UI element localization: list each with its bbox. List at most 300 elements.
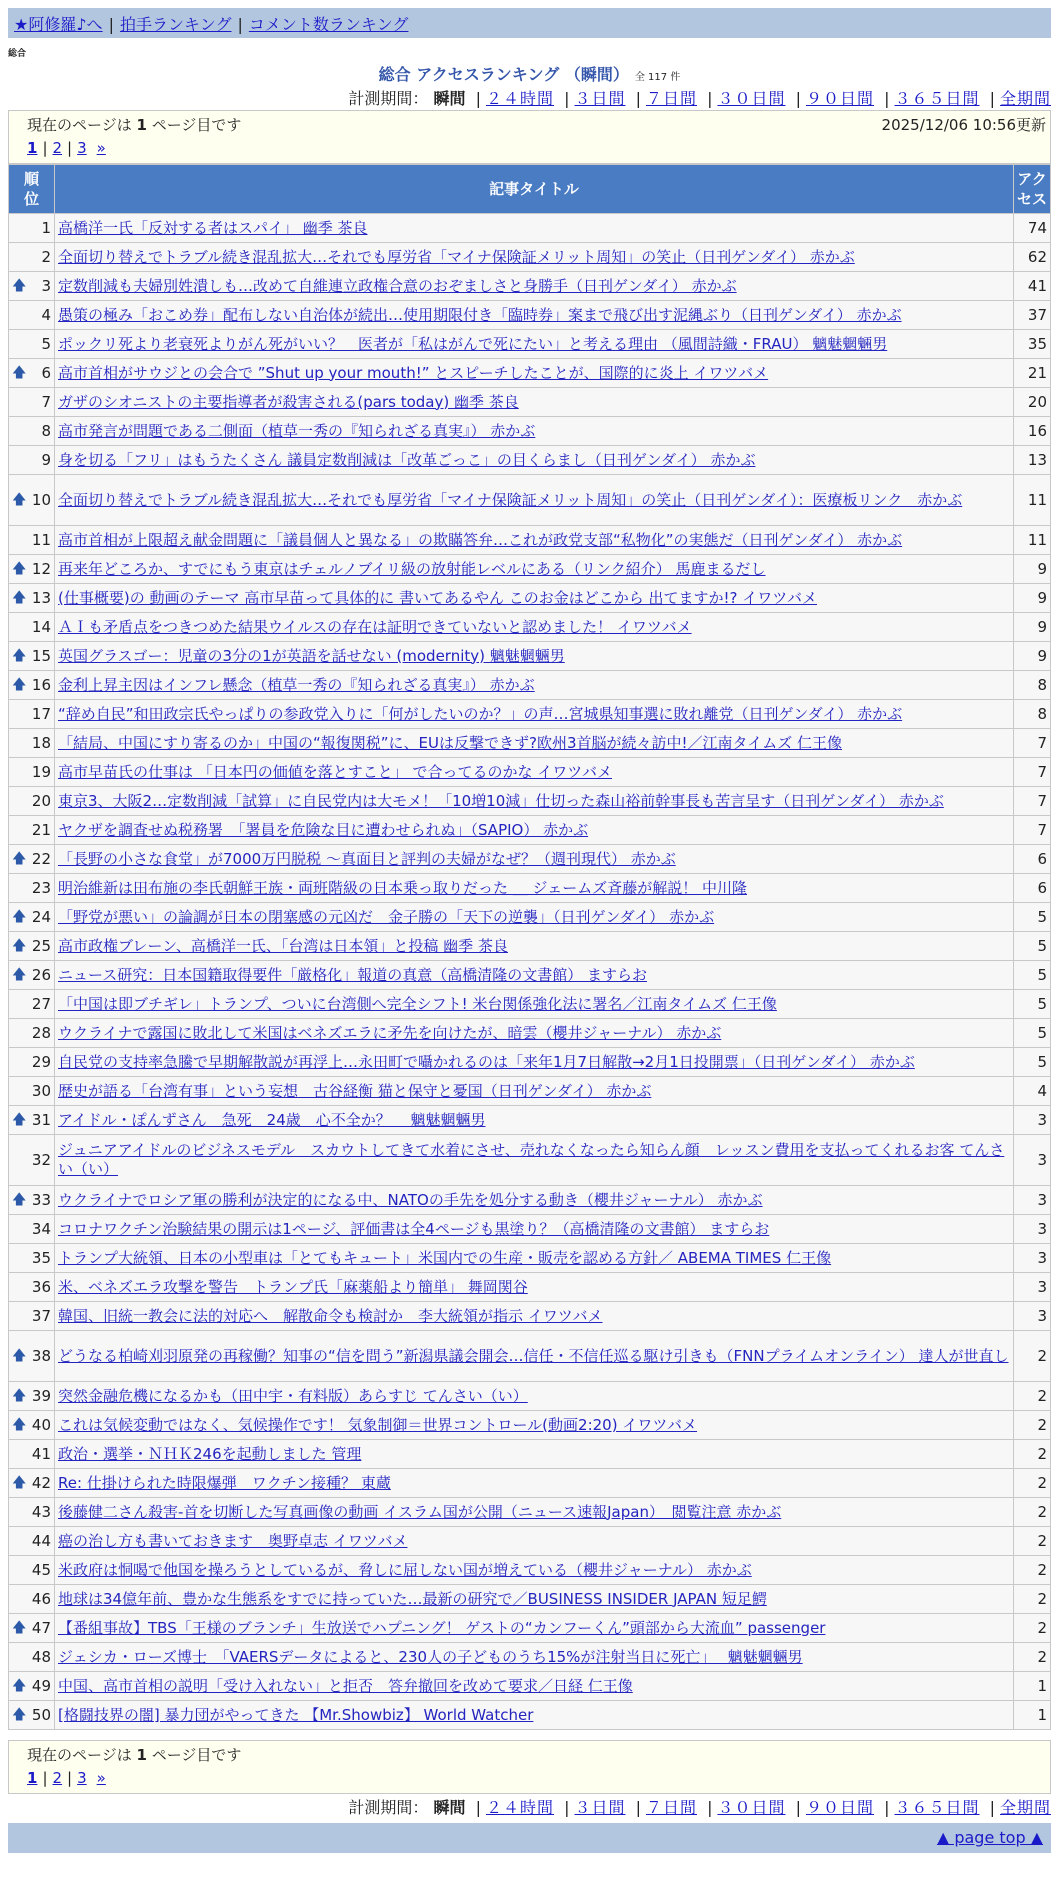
access-count: 6 [1014, 845, 1051, 874]
rank-number: 15 [31, 646, 51, 665]
period-90d[interactable]: ９０日間 [805, 1798, 874, 1817]
table-row [9, 758, 1051, 787]
title-cell [55, 1701, 1014, 1730]
article-link[interactable]: 突然金融危機になるかも（田中宇・有料版）あらすじ てんさい（い） [58, 1386, 528, 1405]
rank-number: 44 [31, 1531, 51, 1550]
article-link[interactable]: 東京3、大阪2…定数削減「試算」に自民党内は大モメ！「10増10減」仕切った森山裕前幹事長も苦言呈す（日刊ゲンダイ） 赤かぶ [58, 791, 944, 810]
article-link[interactable]: 愚策の極み「おこめ券」配布しない自治体が続出…使用期限付き「臨時券」案まで飛び出す泥縄ぶり（日刊ゲンダイ） 赤かぶ [58, 305, 902, 324]
title-cell [55, 1643, 1014, 1672]
article-link[interactable]: ポックリ死より老衰死よりがん死がいい？ 医者が「私はがんで死にたい」と考える理由 （風間詩織・FRAU） 魑魅魍魎男 [58, 334, 888, 353]
rank-number: 26 [31, 965, 51, 984]
article-link[interactable]: 「長野の小さな食堂」が7000万円脱税 ～真面目と評判の夫婦がなぜ？（週刊現代） 赤かぶ [58, 849, 676, 868]
title-cell [55, 1331, 1014, 1382]
access-count: 1 [1014, 1701, 1051, 1730]
table-row [9, 932, 1051, 961]
up-arrow-icon: 🡅 [12, 851, 27, 867]
table-row [9, 301, 1051, 330]
title-cell [55, 1585, 1014, 1614]
access-count: 5 [1014, 932, 1051, 961]
total-count: 全 117 件 [634, 72, 681, 83]
access-count: 5 [1014, 903, 1051, 932]
rank-cell [9, 388, 55, 417]
access-count: 37 [1014, 301, 1051, 330]
rank-number: 50 [31, 1705, 51, 1724]
access-count: 7 [1014, 816, 1051, 845]
rank-number: 38 [31, 1346, 51, 1365]
article-link[interactable]: ジェシカ・ローズ博士 「VAERSデータによると、230人の子どものうち15%が注射当日に死亡」 魑魅魍魎男 [58, 1647, 803, 1666]
rank-number: 22 [31, 849, 51, 868]
rank-number: 29 [31, 1052, 51, 1071]
rank-cell [9, 272, 55, 301]
period-24h[interactable]: ２４時間 [485, 1798, 554, 1817]
title-cell [55, 214, 1014, 243]
table-row [9, 613, 1051, 642]
page-top-link[interactable]: ▲ page top ▲ [936, 1828, 1043, 1847]
rank-cell [9, 1331, 55, 1382]
title-cell [55, 526, 1014, 555]
title-cell [55, 272, 1014, 301]
table-row [9, 729, 1051, 758]
article-link[interactable]: コロナワクチン治験結果の開示は1ページ、評価書は全4ページも黒塗り？（高橋清隆の文書館） ますらお [58, 1219, 770, 1238]
article-link[interactable]: ヤクザを調査せぬ税務署 「署員を危険な目に遭わせられぬ」（SAPIO） 赤かぶ [58, 820, 589, 839]
table-row [9, 1469, 1051, 1498]
access-count: 5 [1014, 961, 1051, 990]
title-cell [55, 1302, 1014, 1331]
rank-cell [9, 903, 55, 932]
table-row [9, 816, 1051, 845]
title-cell [55, 700, 1014, 729]
access-count: 8 [1014, 700, 1051, 729]
article-link[interactable]: どうなる柏崎刈羽原発の再稼働？知事の“信を問う”新潟県議会開会…信任・不信任巡る駆け引きも（FNNプライムオンライン） 達人が世直し [58, 1346, 1009, 1365]
article-link[interactable]: 高橋洋一氏「反対する者はスパイ」 幽季 茶良 [58, 218, 368, 237]
rank-number: 31 [31, 1110, 51, 1129]
access-count: 7 [1014, 758, 1051, 787]
page-link-next[interactable]: » [96, 1769, 106, 1787]
rank-cell [9, 301, 55, 330]
title-cell [55, 1019, 1014, 1048]
period-current: 瞬間 [433, 89, 466, 108]
rank-number: 13 [31, 588, 51, 607]
table-row [9, 700, 1051, 729]
page-status-bottom: 現在のページは 1 ページ目です [27, 1746, 242, 1764]
table-row [9, 388, 1051, 417]
rank-number: 14 [31, 617, 51, 636]
title-cell [55, 1672, 1014, 1701]
access-count: 5 [1014, 1019, 1051, 1048]
rank-cell [9, 330, 55, 359]
nav-link-ashura[interactable]: ★阿修羅♪へ [14, 15, 103, 34]
rank-number: 10 [31, 490, 51, 509]
rank-number: 30 [31, 1081, 51, 1100]
article-link[interactable]: 全面切り替えでトラブル続き混乱拡大…それでも厚労省「マイナ保険証メリット周知」の笑止（日刊ゲンダイ）：医療板リンク 赤かぶ [58, 490, 963, 509]
title-cell [55, 1498, 1014, 1527]
rank-number: 6 [41, 363, 51, 382]
article-link[interactable]: ニュース研究：日本国籍取得要件「厳格化」報道の真意（高橋清隆の文書館） ますらお [58, 965, 648, 984]
period-24h[interactable]: ２４時間 [485, 89, 554, 108]
access-count: 8 [1014, 671, 1051, 700]
article-link[interactable]: 政治・選挙・ＮＨＫ246を起動しました 管理 [58, 1444, 362, 1463]
up-arrow-icon: 🡅 [12, 1388, 27, 1404]
rank-number: 49 [31, 1676, 51, 1695]
title-cell [55, 1469, 1014, 1498]
table-row [9, 214, 1051, 243]
rank-number: 17 [31, 704, 51, 723]
bottom-bar [8, 1823, 1051, 1853]
nav-link-comment-ranking[interactable]: コメント数ランキング [248, 15, 409, 34]
table-row [9, 1527, 1051, 1556]
table-row [9, 1077, 1051, 1106]
rank-number: 4 [41, 305, 51, 324]
rank-cell [9, 1672, 55, 1701]
rank-cell [9, 845, 55, 874]
title-cell [55, 845, 1014, 874]
page-link-2[interactable]: 2 [52, 1769, 63, 1787]
rank-number: 43 [31, 1502, 51, 1521]
rank-cell [9, 787, 55, 816]
title-cell [55, 388, 1014, 417]
rank-cell [9, 214, 55, 243]
up-arrow-icon: 🡅 [12, 648, 27, 664]
rank-cell [9, 1048, 55, 1077]
rank-number: 32 [31, 1150, 51, 1169]
table-row [9, 446, 1051, 475]
table-row [9, 1498, 1051, 1527]
access-count: 9 [1014, 555, 1051, 584]
title-cell [55, 417, 1014, 446]
table-row [9, 1643, 1051, 1672]
article-link[interactable]: Re: 仕掛けられた時限爆弾 ワクチン接種？ 東蔵 [58, 1473, 391, 1492]
article-link[interactable]: ガザのシオニストの主要指導者が殺害される(pars today) 幽季 茶良 [58, 392, 519, 411]
rank-cell [9, 700, 55, 729]
top-nav-bar: ★阿修羅♪へ | 拍手ランキング | コメント数ランキング [8, 8, 1051, 38]
page-link-3[interactable]: 3 [77, 139, 87, 157]
rank-cell [9, 359, 55, 388]
up-arrow-icon: 🡅 [12, 677, 27, 693]
nav-link-clap-ranking[interactable]: 拍手ランキング [119, 15, 232, 34]
pagination-bottom [8, 1740, 1051, 1794]
table-row [9, 330, 1051, 359]
rank-cell [9, 1244, 55, 1273]
rank-cell [9, 1643, 55, 1672]
access-count: 3 [1014, 1302, 1051, 1331]
rank-number: 39 [31, 1386, 51, 1405]
title-cell [55, 555, 1014, 584]
rank-number: 46 [31, 1589, 51, 1608]
article-link[interactable]: 高市首相が上限超え献金問題に「議員個人と異なる」の欺瞞答弁…これが政党支部“私物化”の実態だ（日刊ゲンダイ） 赤かぶ [58, 530, 903, 549]
article-link[interactable]: 全面切り替えでトラブル続き混乱拡大…それでも厚労省「マイナ保険証メリット周知」の笑止（日刊ゲンダイ） 赤かぶ [58, 247, 855, 266]
rank-cell [9, 671, 55, 700]
table-row [9, 1186, 1051, 1215]
table-row [9, 1106, 1051, 1135]
access-count: 9 [1014, 642, 1051, 671]
title-cell [55, 243, 1014, 272]
up-arrow-icon: 🡅 [12, 1192, 27, 1208]
rank-cell [9, 642, 55, 671]
table-row [9, 990, 1051, 1019]
article-link[interactable]: 歴史が語る「台湾有事」という妄想 古谷経衡 猫と保守と憂国（日刊ゲンダイ） 赤かぶ [58, 1081, 652, 1100]
article-link[interactable]: ジュニアアイドルのビジネスモデル スカウトしてきて水着にさせ、売れなくなったら知らん顔 レッスン費用を支払ってくれるお客 てんさい（い） [58, 1141, 1005, 1178]
article-link[interactable]: ウクライナでロシア軍の勝利が決定的になる中、NATOの手先を処分する動き（櫻井ジャーナル） 赤かぶ [58, 1190, 763, 1209]
rank-number: 11 [31, 530, 51, 549]
title-cell [55, 613, 1014, 642]
pagination-top [8, 110, 1051, 164]
up-arrow-icon: 🡅 [12, 938, 27, 954]
rank-cell [9, 874, 55, 903]
article-link[interactable]: 高市発言が問題である二側面（植草一秀の『知られざる真実』） 赤かぶ [58, 421, 536, 440]
period-30d[interactable]: ３０日間 [717, 89, 786, 108]
rank-number: 41 [31, 1444, 51, 1463]
rank-number: 48 [31, 1647, 51, 1666]
page-link-1[interactable]: 1 [27, 139, 38, 157]
title-cell [55, 1440, 1014, 1469]
title-cell [55, 932, 1014, 961]
up-arrow-icon: 🡅 [12, 1112, 27, 1128]
access-count: 13 [1014, 446, 1051, 475]
rank-number: 42 [31, 1473, 51, 1492]
article-link[interactable]: 高市政権ブレーン、高橋洋一氏、「台湾は日本領」と投稿 幽季 茶良 [58, 936, 508, 955]
period-365d[interactable]: ３６５日間 [894, 89, 980, 108]
rank-number: 24 [31, 907, 51, 926]
period-3d[interactable]: ３日間 [574, 89, 626, 108]
section-label: 総合 [8, 49, 27, 59]
period-all[interactable]: 全期間 [999, 89, 1051, 108]
rank-number: 20 [31, 791, 51, 810]
table-row [9, 1614, 1051, 1643]
access-count: 3 [1014, 1273, 1051, 1302]
title-cell [55, 1215, 1014, 1244]
updated-timestamp: 2025/12/06 10:56更新 [881, 116, 1046, 134]
period-90d[interactable]: ９０日間 [805, 89, 874, 108]
access-count: 2 [1014, 1331, 1051, 1382]
rank-cell [9, 1469, 55, 1498]
article-link[interactable]: 「結局、中国にすり寄るのか」中国の“報復関税”に、EUは反撃できず?欧州3首脳が続々訪中!／江南タイムズ 仁王像 [58, 733, 842, 752]
period-selector-top: 計測期間： 瞬間 | ２４時間 | ３日間 | ７日間 | ３０日間 | ９０日間 | ３６５日間 | 全期間 [348, 89, 1051, 108]
rank-cell [9, 1186, 55, 1215]
rank-cell [9, 1019, 55, 1048]
up-arrow-icon: 🡅 [12, 967, 27, 983]
title-cell [55, 1614, 1014, 1643]
rank-cell [9, 1527, 55, 1556]
rank-number: 23 [31, 878, 51, 897]
access-count: 2 [1014, 1498, 1051, 1527]
rank-number: 18 [31, 733, 51, 752]
access-count: 21 [1014, 359, 1051, 388]
rank-number: 9 [41, 450, 51, 469]
period-all[interactable]: 全期間 [999, 1798, 1051, 1817]
article-link[interactable]: トランプ大統領、日本の小型車は「とてもキュート」米国内での生産・販売を認める方針／ ABEMA TIMES 仁王像 [58, 1248, 832, 1267]
access-count: 2 [1014, 1411, 1051, 1440]
period-30d[interactable]: ３０日間 [717, 1798, 786, 1817]
article-link[interactable]: アイドル・ぽんずさん 急死 24歳 心不全か？ 魑魅魍魎男 [58, 1110, 486, 1129]
rank-cell [9, 584, 55, 613]
article-link[interactable]: 身を切る「フリ」はもうたくさん 議員定数削減は「改革ごっこ」の目くらまし（日刊ゲンダイ） 赤かぶ [58, 450, 756, 469]
rank-number: 45 [31, 1560, 51, 1579]
rank-cell [9, 243, 55, 272]
article-link[interactable]: 韓国、旧統一教会に法的対応へ 解散命令も検討か 李大統領が指示 イワツバメ [58, 1306, 603, 1325]
rank-cell [9, 1411, 55, 1440]
ranking-table [8, 164, 1051, 1730]
up-arrow-icon: 🡅 [12, 1620, 27, 1636]
article-link[interactable]: 高市首相がサウジとの会合で ”Shut up your mouth!” とスピーチしたことが、国際的に炎上 イワツバメ [58, 363, 769, 382]
up-arrow-icon: 🡅 [12, 365, 27, 381]
up-arrow-icon: 🡅 [12, 278, 27, 294]
title-cell [55, 758, 1014, 787]
access-count: 35 [1014, 330, 1051, 359]
rank-number: 7 [41, 392, 51, 411]
article-link[interactable]: 明治維新は田布施の李氏朝鮮王族・両班階級の日本乗っ取りだった ＿ ジェームズ斉藤が解説！ 中川隆 [58, 878, 748, 897]
rank-cell [9, 1382, 55, 1411]
title-cell [55, 816, 1014, 845]
access-count: 5 [1014, 1048, 1051, 1077]
title-cell [55, 475, 1014, 526]
rank-cell [9, 1077, 55, 1106]
article-link[interactable]: 高市早苗氏の仕事は 「日本円の価値を落とすこと」 で合ってるのかな イワツバメ [58, 762, 613, 781]
rank-number: 8 [41, 421, 51, 440]
period-365d[interactable]: ３６５日間 [894, 1798, 980, 1817]
page-link-next[interactable]: » [96, 139, 106, 157]
page-link-3[interactable]: 3 [77, 1769, 87, 1787]
rank-cell [9, 1273, 55, 1302]
rank-number: 36 [31, 1277, 51, 1296]
rank-cell [9, 1498, 55, 1527]
period-7d[interactable]: ７日間 [645, 1798, 697, 1817]
article-link[interactable]: 再来年どころか、すでにもう東京はチェルノブイリ級の放射能レベルにある（リンク紹介） 馬鹿まるだし [58, 559, 766, 578]
table-row [9, 1048, 1051, 1077]
article-link[interactable]: 【番組事故】TBS「王様のブランチ」生放送でハプニング！ ゲストの“カンフーくん”頭部から大流血” passenger [58, 1618, 826, 1637]
article-link[interactable]: 金利上昇主因はインフレ懸念（植草一秀の『知られざる真実』） 赤かぶ [58, 675, 535, 694]
table-row [9, 1215, 1051, 1244]
header-rank: 順位 [9, 165, 55, 214]
rank-cell [9, 932, 55, 961]
article-link[interactable]: 「野党が悪い」の論調が日本の閉塞感の元凶だ 金子勝の「天下の逆襲」（日刊ゲンダイ） 赤かぶ [58, 907, 715, 926]
access-count: 2 [1014, 1614, 1051, 1643]
rank-cell [9, 417, 55, 446]
title-cell [55, 1244, 1014, 1273]
table-row [9, 787, 1051, 816]
table-row [9, 1556, 1051, 1585]
ranking-table-body [9, 214, 1051, 1730]
article-link[interactable]: これは気候変動ではなく、気候操作です！ 気象制御＝世界コントロール(動画2:20) イワツバメ [58, 1415, 698, 1434]
table-row [9, 555, 1051, 584]
rank-number: 34 [31, 1219, 51, 1238]
title-cell [55, 1048, 1014, 1077]
rank-number: 21 [31, 820, 51, 839]
title-cell [55, 584, 1014, 613]
title-cell [55, 642, 1014, 671]
page-title [0, 62, 1059, 85]
page-link-1[interactable]: 1 [27, 1769, 38, 1787]
access-count: 2 [1014, 1527, 1051, 1556]
table-row [9, 272, 1051, 301]
title-cell [55, 1273, 1014, 1302]
title-cell [55, 301, 1014, 330]
article-link[interactable]: “辞め自民”和田政宗氏やっぱりの参政党入りに「何がしたいのか？」の声…宮城県知事選に敗れ離党（日刊ゲンダイ） 赤かぶ [58, 704, 903, 723]
access-count: 62 [1014, 243, 1051, 272]
access-count: 2 [1014, 1440, 1051, 1469]
rank-cell [9, 526, 55, 555]
article-link[interactable]: 中国、高市首相の説明「受け入れない」と拒否 答弁撤回を改めて要求／日経 仁王像 [58, 1676, 633, 1695]
page-status: 現在のページは 1 ページ目です [27, 116, 242, 134]
table-row [9, 1244, 1051, 1273]
rank-number: 25 [31, 936, 51, 955]
access-count: 5 [1014, 990, 1051, 1019]
rank-cell [9, 555, 55, 584]
article-link[interactable]: 米政府は恫喝で他国を操ろうとしているが、脅しに屈しない国が増えている（櫻井ジャーナル） 赤かぶ [58, 1560, 752, 1579]
header-title: 記事タイトル [55, 165, 1014, 214]
period-label: 計測期間： [348, 1798, 429, 1817]
rank-number: 2 [41, 247, 51, 266]
up-arrow-icon: 🡅 [12, 909, 27, 925]
table-row [9, 903, 1051, 932]
page-link-2[interactable]: 2 [52, 139, 63, 157]
article-link[interactable]: 英国グラスゴー：児童の3分の1が英語を話せない (modernity) 魑魅魍魎男 [58, 646, 565, 665]
access-count: 3 [1014, 1215, 1051, 1244]
article-link[interactable]: ウクライナで露国に敗北して米国はベネズエラに矛先を向けたが、暗雲（櫻井ジャーナル） 赤かぶ [58, 1023, 722, 1042]
table-row [9, 845, 1051, 874]
table-row [9, 671, 1051, 700]
period-3d[interactable]: ３日間 [574, 1798, 626, 1817]
rank-cell [9, 1701, 55, 1730]
access-count: 16 [1014, 417, 1051, 446]
title-cell [55, 961, 1014, 990]
title-cell [55, 787, 1014, 816]
title-cell [55, 1186, 1014, 1215]
article-link[interactable]: 自民党の支持率急騰で早期解散説が再浮上…永田町で囁かれるのは「来年1月7日解散→2月1日投開票」（日刊ゲンダイ） 赤かぶ [58, 1052, 915, 1071]
title-cell [55, 874, 1014, 903]
rank-number: 28 [31, 1023, 51, 1042]
access-count: 9 [1014, 613, 1051, 642]
table-row [9, 1411, 1051, 1440]
up-arrow-icon: 🡅 [12, 492, 27, 508]
article-link[interactable]: 癌の治し方も書いておきます 奥野卓志 イワツバメ [58, 1531, 408, 1550]
table-row [9, 584, 1051, 613]
article-link[interactable]: ＡＩも矛盾点をつきつめた結果ウイルスの存在は証明できていないと認めました！ イワツバメ [58, 617, 692, 636]
table-row [9, 1302, 1051, 1331]
access-count: 9 [1014, 584, 1051, 613]
article-link[interactable]: 地球は34億年前、豊かな生態系をすでに持っていた…最新の研究で／BUSINESS INSIDER JAPAN 短足鰐 [58, 1589, 767, 1608]
rank-number: 12 [31, 559, 51, 578]
table-row [9, 1273, 1051, 1302]
up-arrow-icon: 🡅 [12, 1475, 27, 1491]
page-title-text: 総合 アクセスランキング （瞬間） [378, 65, 629, 84]
title-cell [55, 1556, 1014, 1585]
table-row [9, 874, 1051, 903]
article-link[interactable]: 米、ベネズエラ攻撃を警告 トランプ氏「麻薬船より簡単」 舞岡関谷 [58, 1277, 528, 1296]
table-row [9, 1672, 1051, 1701]
access-count: 7 [1014, 787, 1051, 816]
article-link[interactable]: 定数削減も夫婦別姓潰しも…改めて自維連立政権合意のおぞましさと身勝手（日刊ゲンダイ） 赤かぶ [58, 276, 737, 295]
access-count: 74 [1014, 214, 1051, 243]
access-count: 2 [1014, 1382, 1051, 1411]
title-cell [55, 330, 1014, 359]
rank-cell [9, 1585, 55, 1614]
article-link[interactable]: 後藤健二さん殺害-首を切断した写真画像の動画 イスラム国が公開（ニュース速報Japan） 閲覧注意 赤かぶ [58, 1502, 782, 1521]
rank-cell [9, 729, 55, 758]
table-row [9, 1585, 1051, 1614]
rank-cell [9, 816, 55, 845]
period-7d[interactable]: ７日間 [645, 89, 697, 108]
access-count: 3 [1014, 1186, 1051, 1215]
article-link[interactable]: [格闘技界の闇] 暴力団がやってきた 【Mr.Showbiz】 World Watcher [58, 1705, 534, 1724]
article-link[interactable]: (仕事概要)の 動画のテーマ 高市早苗って具体的に 書いてあるやん このお金はどこから 出てますか!? イワツバメ [58, 588, 817, 607]
table-row [9, 526, 1051, 555]
rank-cell [9, 475, 55, 526]
access-count: 1 [1014, 1672, 1051, 1701]
article-link[interactable]: 「中国は即ブチギレ」トランプ、ついに台湾側へ完全シフト! 米台関係強化法に署名／江南タイムズ 仁王像 [58, 994, 777, 1013]
title-cell [55, 903, 1014, 932]
table-row [9, 1440, 1051, 1469]
up-arrow-icon: 🡅 [12, 1678, 27, 1694]
